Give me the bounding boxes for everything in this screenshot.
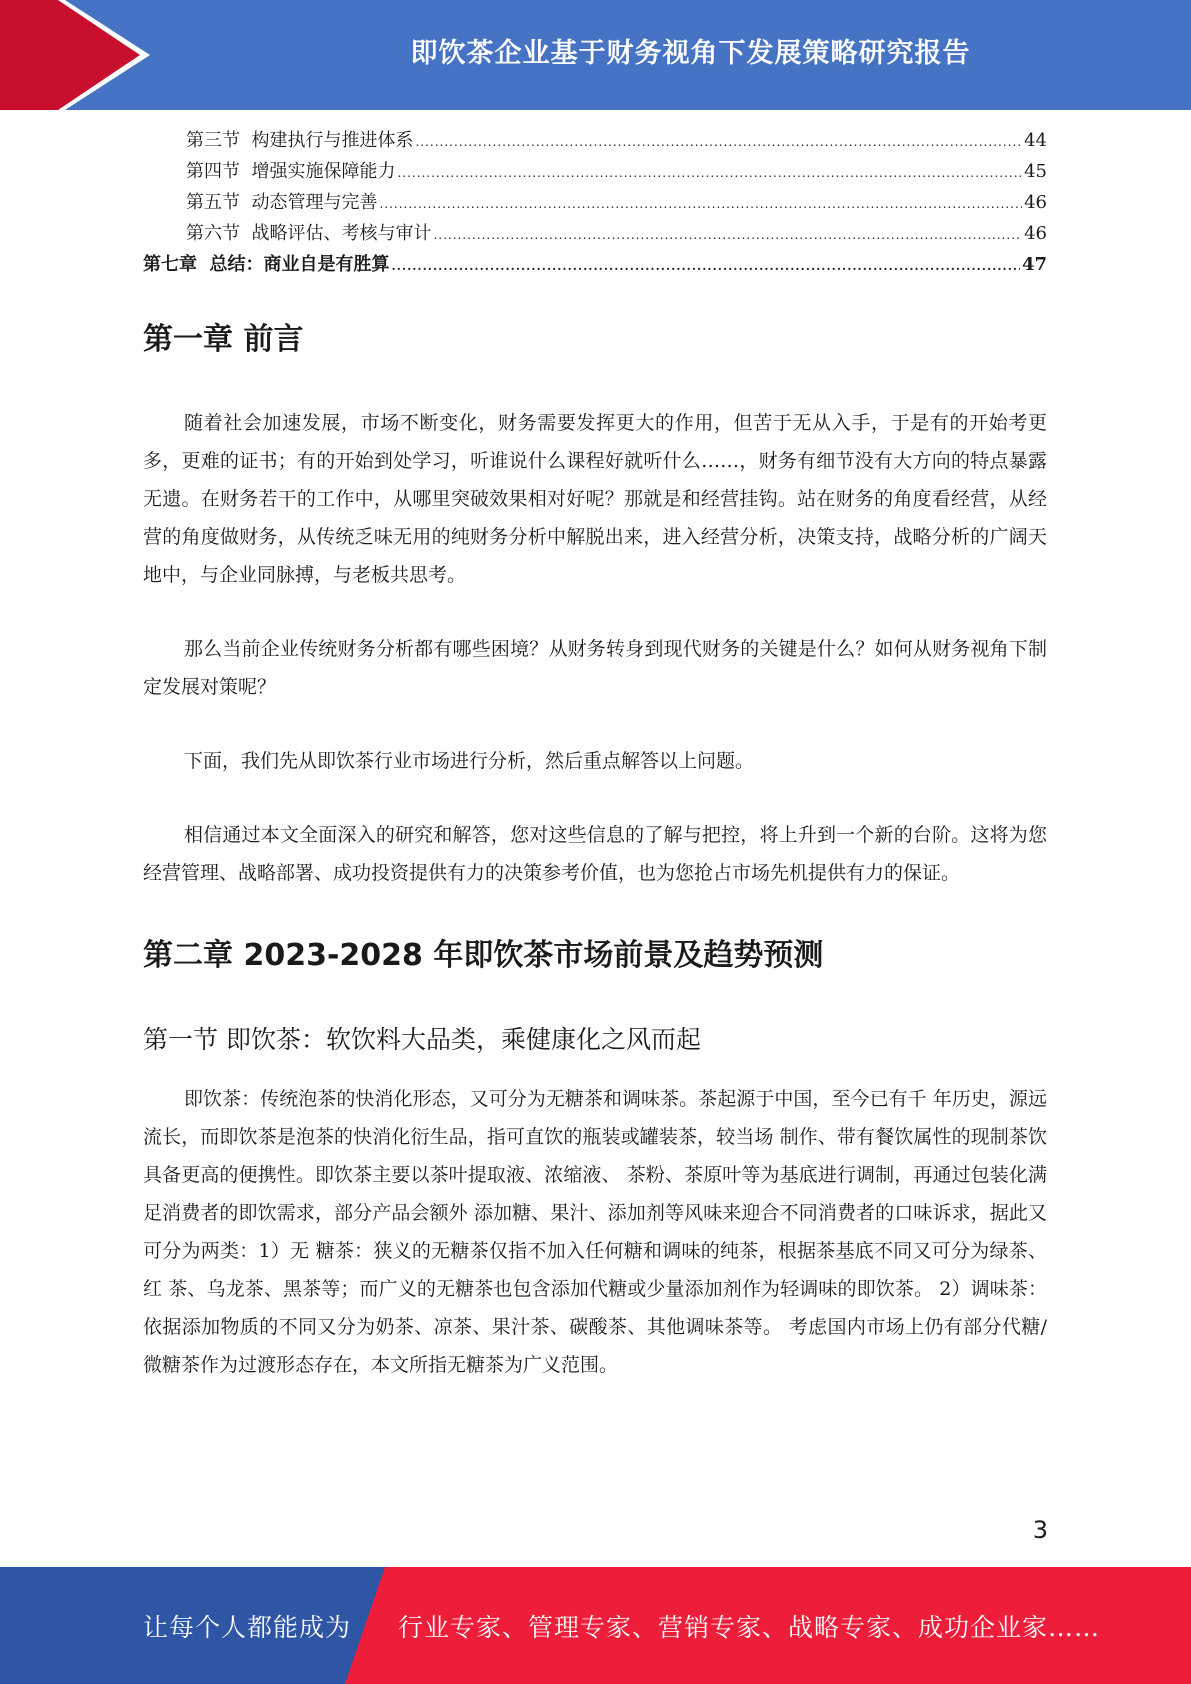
page-footer xyxy=(0,1567,1191,1684)
paragraph: 即饮茶：传统泡茶的快消化形态，又可分为无糖茶和调味茶。茶起源于中国，至今已有千 年历史，源远流长，而即饮茶是泡茶的快消化衍生品，指可直饮的瓶装或罐装茶，较当场 制作、带有餐饮属性的现制茶饮具备更高的便携性。即饮茶主要以茶叶提取液、浓缩液、 茶粉、茶原叶等为基底进行调制，再通过包装化满足消费者的即饮需求，部分产品会额外 添加糖、果汁、添加剂等风味来迎合不同消费者的口味诉求，据此又可分为两类：1）无 糖茶：狭义的无糖茶仅指不加入任何糖和调味的纯茶，根据茶基底不同又可分为绿茶、红 茶、乌龙茶、黑茶等；而广义的无糖茶也包含添加代糖或少量添加剂作为轻调味的即饮茶。 2）调味茶：依据添加物质的不同又分为奶茶、凉茶、果汁茶、碳酸茶、其他调味茶等。 考虑国内市场上仍有部分代糖/微糖茶作为过渡形态存在，本文所指无糖茶为广义范围。 xyxy=(143,1088,1047,1376)
toc-entry-label: 第五节 动态管理与完善 xyxy=(186,192,378,213)
chapter-heading: 第一章 前言 xyxy=(143,322,304,357)
toc-entry[interactable] xyxy=(143,218,1047,249)
table-of-contents xyxy=(143,125,1047,280)
toc-entry-page: 45 xyxy=(1024,161,1047,182)
toc-entry-page: 47 xyxy=(1021,254,1047,275)
toc-entry-page: 46 xyxy=(1024,192,1047,213)
paragraph: 那么当前企业传统财务分析都有哪些困境？从财务转身到现代财务的关键是什么？如何从财务视角下制定发展对策呢？ xyxy=(143,638,1047,698)
footer-slogan-right: 行业专家、管理专家、营销专家、战略专家、成功企业家…… xyxy=(398,1612,1101,1642)
chapter-1-body xyxy=(143,404,1047,892)
toc-leader-dots xyxy=(397,158,1022,189)
footer-slogan-left: 让每个人都能成为 xyxy=(143,1612,352,1642)
toc-leader-dots xyxy=(392,251,1020,282)
toc-entry[interactable] xyxy=(143,156,1047,187)
toc-leader-dots xyxy=(415,127,1022,158)
paragraph: 下面，我们先从即饮茶行业市场进行分析，然后重点解答以上问题。 xyxy=(184,750,755,772)
section-heading: 第一节 即饮茶：软饮料大品类，乘健康化之风而起 xyxy=(143,1025,701,1054)
toc-leader-dots xyxy=(379,189,1022,220)
page-number: 3 xyxy=(1032,1516,1048,1544)
paragraph: 随着社会加速发展，市场不断变化，财务需要发挥更大的作用，但苦于无从入手，于是有的开始考更多，更难的证书；有的开始到处学习，听谁说什么课程好就听什么……，财务有细节没有大方向的特点暴露无遗。在财务若干的工作中，从哪里突破效果相对好呢？那就是和经营挂钩。站在财务的角度看经营，从经营的角度做财务，从传统乏味无用的纯财务分析中解脱出来，进入经营分析，决策支持，战略分析的广阔天地中，与企业同脉搏，与老板共思考。 xyxy=(143,412,1047,586)
toc-entry-page: 44 xyxy=(1024,130,1047,151)
toc-entry-label: 第七章 总结：商业自是有胜算 xyxy=(143,254,390,275)
report-title: 即饮茶企业基于财务视角下发展策略研究报告 xyxy=(410,37,971,69)
page-header xyxy=(0,0,1191,110)
toc-entry[interactable] xyxy=(143,187,1047,218)
toc-entry[interactable] xyxy=(143,125,1047,156)
toc-entry-label: 第三节 构建执行与推进体系 xyxy=(186,130,414,151)
paragraph: 相信通过本文全面深入的研究和解答，您对这些信息的了解与把控，将上升到一个新的台阶。这将为您经营管理、战略部署、成功投资提供有力的决策参考价值，也为您抢占市场先机提供有力的保证。 xyxy=(143,824,1047,884)
toc-entry-chapter[interactable] xyxy=(143,249,1047,280)
toc-leader-dots xyxy=(433,220,1022,251)
toc-entry-label: 第六节 战略评估、考核与审计 xyxy=(186,223,432,244)
page-content xyxy=(143,125,1047,1384)
chapter-heading: 第二章 2023-2028 年即饮茶市场前景及趋势预测 xyxy=(143,938,824,973)
toc-entry-page: 46 xyxy=(1024,223,1047,244)
toc-entry-label: 第四节 增强实施保障能力 xyxy=(186,161,396,182)
